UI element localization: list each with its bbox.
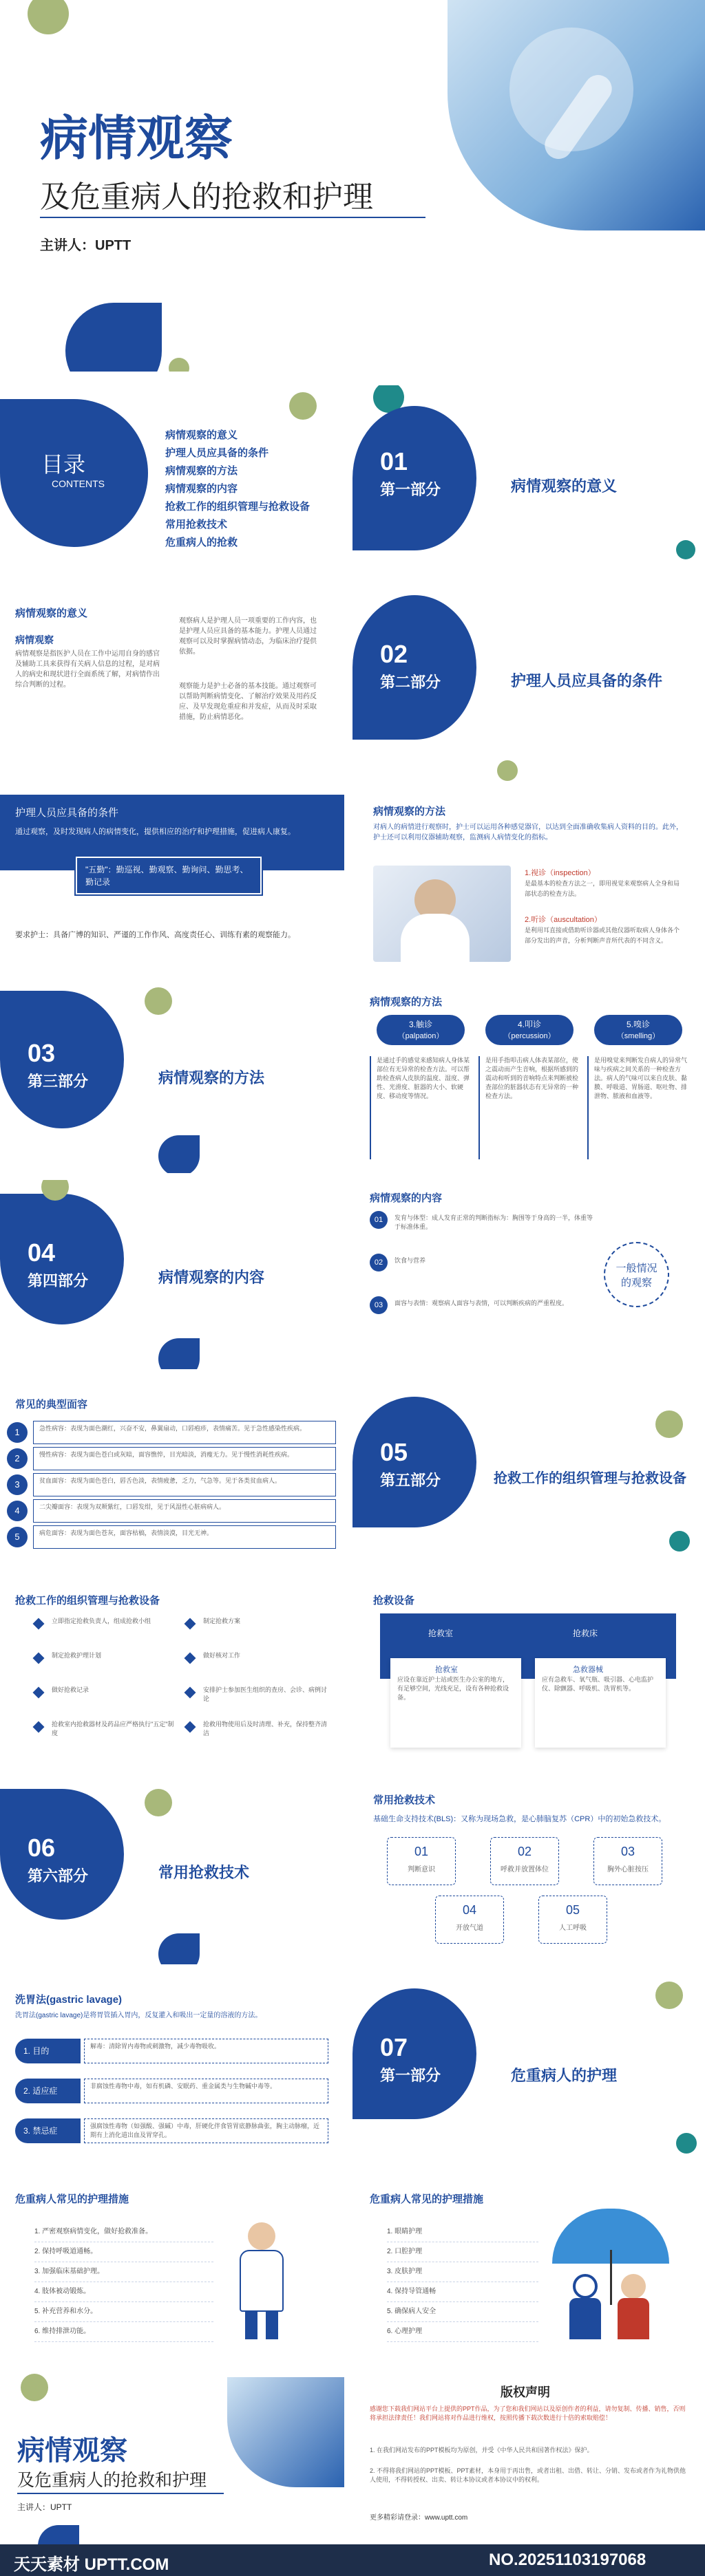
deco-blob-small (158, 1933, 200, 1964)
face-row (14, 1525, 337, 1552)
toc-label: 目录 (41, 452, 86, 477)
method-col-title: 4.叩诊 (517, 1020, 541, 1029)
toc-item[interactable]: 病情观察的内容 (165, 483, 238, 495)
equip-sub2-text: 应有急救车、氧气瓶、吸引器、心电监护仪、除颤器、呼吸机、洗胃机等。 (542, 1676, 654, 1692)
tech-num: 03 (620, 1845, 635, 1858)
tech-card[interactable] (538, 1896, 607, 1944)
org-item: 制定抢救护理计划 (52, 1652, 102, 1659)
deco-teal-2 (676, 540, 695, 559)
lavage-row (15, 2113, 332, 2153)
doctor-illustration (227, 2222, 296, 2339)
lavage-intro: 洗胃法(gastric lavage)是将胃管插入胃内，反复灌入和吸出一定量的溶液的方法。 (15, 2012, 262, 2019)
qual-five: "五勤"：勤巡视、勤观察、勤询问、勤思考、勤记录 (76, 857, 262, 894)
method-col (478, 1015, 580, 1163)
method-col-en: （smelling） (616, 1032, 660, 1040)
equip-sub1: 抢救室 (435, 1666, 458, 1674)
org-item: 抢救室内抢救器材及药品应严格执行"五定"制度 (52, 1721, 174, 1737)
method-col-title: 5.嗅诊 (626, 1020, 650, 1029)
m1-title: 1.视诊（inspection） (525, 869, 596, 877)
care2-list (387, 2222, 538, 2342)
content-row (370, 1211, 597, 1254)
section-part: 第二部分 (380, 674, 441, 691)
end-speaker: 主讲人：UPTT (17, 2502, 72, 2512)
tech-label: 判断意识 (408, 1866, 435, 1874)
slide-meaning (0, 588, 344, 784)
section-num: 03 (28, 1039, 56, 1067)
care-item: 3. 皮肤护理 (387, 2262, 538, 2282)
slide-org (0, 1576, 344, 1765)
care-item: 2. 口腔护理 (387, 2242, 538, 2262)
meaning-right-text1: 观察病人是护理人员一项重要的工作内容，也是护理人员应具备的基本能力。护理人员通过观察可以及时掌握病情动态，为临床治疗提供依据。 (179, 617, 317, 656)
method-col (587, 1015, 689, 1163)
copyright-title: 版权声明 (501, 2385, 550, 2399)
section-blob (0, 1194, 124, 1324)
section-blob (0, 1789, 124, 1920)
diamond-icon (185, 1687, 196, 1699)
slide-faces (0, 1376, 344, 1565)
end-subtitle: 及危重病人的抢救和护理 (17, 2471, 207, 2490)
diamond-icon (33, 1618, 45, 1630)
slide-section6 (0, 1775, 344, 1964)
section-num: 04 (28, 1238, 56, 1267)
care-item: 4. 保持导管通畅 (387, 2282, 538, 2302)
face-text: 慢性病容：表现为面色苍白或灰暗，面容憔悴，目光暗淡，消瘦无力。见于慢性消耗性疾病。 (33, 1447, 336, 1470)
section-title: 病情观察的方法 (158, 1069, 265, 1086)
lavage-row (15, 2033, 332, 2073)
m2-title: 2.听诊（auscultation） (525, 916, 602, 924)
toc-list (165, 427, 310, 552)
slide-equip (352, 1576, 705, 1765)
slide-end (0, 2370, 344, 2544)
cover-rule (40, 217, 425, 218)
care-item: 4. 肢体被动锻炼。 (34, 2282, 213, 2302)
deco-blob-bottom (65, 303, 162, 372)
section-title: 常用抢救技术 (158, 1864, 250, 1881)
method1-text: 对病人的病情进行观察时，护士可以运用各种感觉器官，以达到全面准确收集病人资料的目的。此外，护士还可以利用仪器辅助观察，监测病人病情变化的指标。 (373, 824, 683, 841)
content-row (370, 1296, 597, 1339)
section-title: 抢救工作的组织管理与抢救设备 (494, 1471, 686, 1486)
care-item: 6. 心理护理 (387, 2322, 538, 2342)
lavage-label: 1. 目的 (15, 2039, 81, 2063)
face-row (14, 1447, 337, 1473)
section-part: 第五部分 (380, 1472, 441, 1489)
slide-content (352, 1180, 705, 1369)
section-part: 第三部分 (28, 1073, 89, 1090)
qual-line1: 通过观察，及时发现病人的病情变化，提供相应的治疗和护理措施，促进病人康复。 (15, 828, 295, 836)
slide-cover (0, 0, 705, 372)
deco-olive (28, 0, 69, 34)
slide-section1 (352, 385, 705, 575)
divider (370, 1056, 371, 1159)
method2-heading: 病情观察的方法 (370, 996, 443, 1008)
footer-bar (0, 2544, 705, 2576)
lavage-label: 2. 适应症 (15, 2079, 81, 2103)
org-heading: 抢救工作的组织管理与抢救设备 (15, 1595, 160, 1607)
care-item: 5. 补充营养和水分。 (34, 2302, 213, 2322)
deco-olive (655, 1410, 683, 1438)
slide-care1 (0, 2174, 344, 2360)
copyright-more[interactable]: 更多精彩请登录：www.uptt.com (370, 2514, 468, 2522)
content-row (370, 1254, 597, 1296)
content-text: 面容与表情：观察病人面容与表情，可以判断疾病的严重程度。 (394, 1300, 569, 1307)
deco-olive (289, 392, 317, 420)
care-item: 6. 维持排泄功能。 (34, 2322, 213, 2342)
section-num: 02 (380, 640, 408, 668)
face-text: 二尖瓣面容：表现为双颊紫红，口唇发绀，见于风湿性心脏病病人。 (33, 1499, 336, 1523)
care-item: 1. 严密观察病情变化，做好抢救准备。 (34, 2222, 213, 2242)
deco-teal (669, 1531, 690, 1552)
slide-lavage (0, 1975, 344, 2164)
method-col-pill (377, 1015, 465, 1045)
face-row (14, 1473, 337, 1499)
section-blob (352, 1397, 476, 1527)
equip-tab1: 抢救室 (428, 1629, 454, 1638)
diamond-icon (185, 1618, 196, 1630)
deco-olive (497, 760, 518, 781)
section-blob (352, 595, 476, 740)
toc-label-en: CONTENTS (52, 478, 105, 489)
lavage-row (15, 2073, 332, 2113)
copyright-p3: 2. 不得将我们网站的PPT模板、PPT素材，本身用于再出售，或者出租、出借、转让、分销、发布或者作为礼物供他人使用，不得转授权、出卖、转让本协议或者本协议中的权利。 (370, 2467, 686, 2483)
method2-cols (370, 1015, 693, 1166)
divider (587, 1056, 589, 1159)
lavage-text: 强腐蚀性毒物（如强酸、强碱）中毒，肝硬化伴食管胃底静脉曲张，胸主动脉瘤，近期有上消化道出血及胃穿孔。 (84, 2118, 328, 2143)
section-title: 病情观察的意义 (511, 477, 618, 495)
tech-num: 04 (462, 1903, 477, 1917)
end-rule (17, 2493, 224, 2494)
equip-sub1-text: 应设在靠近护士站或医生办公室的地方，有足够空间，光线充足，设有各种抢救设备。 (397, 1676, 509, 1701)
section-title: 病情观察的内容 (158, 1269, 265, 1286)
end-title: 病情观察 (17, 2436, 127, 2466)
qual-req: 要求护士：具备广博的知识、严谨的工作作风、高度责任心、训练有素的观察能力。 (15, 931, 295, 939)
slide-toc (0, 385, 344, 575)
section-part: 第一部分 (380, 2067, 441, 2084)
qual-heading: 护理人员应具备的条件 (15, 807, 119, 819)
diamond-icon (185, 1653, 196, 1664)
diamond-icon (185, 1721, 196, 1733)
slide-section4 (0, 1180, 344, 1369)
method-col-text: 是用手指叩击病人体表某部位，使之震动而产生音响，根据所感到的震动和听到的音响特点来判断被检查部位的脏器状态有无异常的一种检查方法。 (485, 1057, 579, 1099)
content-side: 一般情况的观察 (604, 1242, 669, 1307)
face-num: 5 (7, 1527, 28, 1547)
lavage-label: 3. 禁忌症 (15, 2118, 81, 2143)
method-col-en: （palpation） (397, 1032, 444, 1040)
copyright-p1: 感谢您下载我们网站平台上提供的PPT作品，为了您和我们网站以及原创作者的利益，请勿复制、传播、销售，否则将承担法律责任！我们网站将对作品进行维权，按照传播下载次数进行十倍的索取赔偿！ (370, 2405, 686, 2421)
tech-label: 呼救并放置体位 (501, 1866, 549, 1874)
method-col-en: （percussion） (503, 1032, 556, 1040)
content-text: 饮食与营养 (394, 1257, 426, 1264)
method-col-pill (594, 1015, 682, 1045)
org-item: 制定抢救方案 (203, 1618, 241, 1624)
care-item: 2. 保持呼吸道通畅。 (34, 2242, 213, 2262)
content-heading: 病情观察的内容 (370, 1192, 443, 1204)
section-num: 06 (28, 1834, 56, 1862)
toc-item[interactable]: 病情观察的意义 (165, 429, 238, 441)
copyright-p2: 1. 在我们网站发布的PPT模板均为原创，并受《中华人民共和国著作权法》保护。 (370, 2447, 593, 2454)
method1-heading: 病情观察的方法 (373, 806, 446, 817)
toc-item[interactable]: 危重病人的抢救 (165, 537, 238, 548)
faces-list (14, 1421, 337, 1552)
section-num: 01 (380, 447, 408, 475)
deco-olive-small (169, 358, 189, 372)
method-col (370, 1015, 472, 1163)
method-col-text: 是通过手的感觉来感知病人身体某部位有无异常的检查方法。可以帮助检查病人皮肤的温度、湿度、弹性、光滑度、脏器的大小、软硬度、移动度等情况。 (377, 1057, 470, 1099)
end-photo (227, 2377, 344, 2487)
tech-heading: 常用抢救技术 (373, 1794, 436, 1806)
content-num: 02 (370, 1254, 388, 1271)
slide-section5 (352, 1376, 705, 1565)
method1-photo (373, 866, 511, 962)
section-title: 危重病人的护理 (511, 2067, 618, 2084)
equip-sub2: 急救器械 (573, 1666, 603, 1674)
tech-label: 开放气道 (456, 1924, 483, 1932)
org-item: 做好核对工作 (203, 1652, 241, 1659)
face-num: 4 (7, 1501, 28, 1521)
tech-card[interactable] (593, 1837, 662, 1885)
method-col-text: 是用嗅觉来判断发自病人的异常气味与疾病之间关系的一种检查方法。病人的气味可以来自皮肤、黏膜、呼吸道、胃肠道、呕吐物、排泄物、脓液和血液等。 (594, 1057, 688, 1099)
footer-left[interactable]: 天天素材 UPTT.COM (14, 2555, 169, 2574)
slide-care2 (352, 2174, 705, 2360)
section-part: 第一部分 (380, 481, 441, 498)
cover-speaker: 主讲人：UPTT (40, 238, 131, 253)
content-num: 01 (370, 1211, 388, 1229)
face-num: 1 (7, 1422, 28, 1443)
toc-item[interactable]: 病情观察的方法 (165, 465, 238, 477)
slide-qual (0, 791, 344, 977)
content-text: 发育与体型：成人发育正常的判断指标为：胸围等于身高的一半，体重等于标准体重。 (394, 1214, 593, 1230)
care1-list (34, 2222, 213, 2342)
deco-blob-small (158, 1338, 200, 1369)
section-blob (0, 991, 124, 1128)
m2-text: 是利用耳直接或借助听诊器或其他仪器听取病人身体各个部分发出的声音，分析判断声音所代表的不同含义。 (525, 927, 680, 944)
face-row (14, 1499, 337, 1525)
section-part: 第六部分 (28, 1867, 89, 1885)
face-text: 急性病容：表现为面色潮红，兴奋不安，鼻翼扇动，口唇疱疹，表情痛苦。见于急性感染性疾病。 (33, 1421, 336, 1444)
section-num: 07 (380, 2033, 408, 2061)
toc-item[interactable]: 护理人员应具备的条件 (165, 447, 269, 459)
care-item: 1. 眼睛护理 (387, 2222, 538, 2242)
meaning-heading: 病情观察的意义 (15, 608, 88, 619)
cover-title: 病情观察 (40, 111, 233, 165)
tech-list (352, 1775, 705, 1964)
meaning-right-text2: 观察能力是护士必备的基本技能。通过观察可以帮助判断病情变化、了解治疗效果及用药反应、及早发现危重症和并发症，从而及时采取措施，防止病情恶化。 (179, 683, 317, 721)
org-item: 安排护士参加医生组织的查房、会诊、病例讨论 (203, 1686, 328, 1702)
care1-heading: 危重病人常见的护理措施 (15, 2193, 129, 2205)
section-title: 护理人员应具备的条件 (511, 672, 663, 689)
slide-section7 (352, 1975, 705, 2164)
cover-subtitle: 及危重病人的抢救和护理 (40, 180, 373, 214)
cover-photo (448, 0, 705, 230)
diamond-icon (33, 1687, 45, 1699)
diamond-icon (33, 1721, 45, 1733)
toc-item[interactable]: 抢救工作的组织管理与抢救设备 (165, 501, 311, 513)
slide-method1 (352, 791, 705, 977)
tech-intro: 基础生命支持技术(BLS)：又称为现场急救，是心肺脑复苏（CPR）中的初始急救技术。 (373, 1815, 666, 1823)
section-blob (352, 1988, 476, 2119)
lavage-text: 非腐蚀性毒物中毒，如有机磷、安眠药、重金属类与生物碱中毒等。 (84, 2079, 328, 2103)
equip-tab2: 抢救床 (573, 1629, 598, 1638)
meaning-sub: 病情观察 (15, 634, 54, 645)
care2-heading: 危重病人常见的护理措施 (370, 2193, 484, 2205)
face-text: 贫血面容：表现为面色苍白，唇舌色淡，表情疲惫，乏力，气急等。见于各类贫血病人。 (33, 1473, 336, 1496)
tech-label: 胸外心脏按压 (607, 1866, 649, 1874)
face-num: 3 (7, 1474, 28, 1495)
face-num: 2 (7, 1448, 28, 1469)
diamond-icon (33, 1653, 45, 1664)
lavage-list (15, 2033, 332, 2153)
section-num: 05 (380, 1438, 408, 1466)
tech-num: 05 (565, 1903, 580, 1917)
slide-method2 (352, 984, 705, 1173)
tech-card[interactable] (387, 1837, 456, 1885)
faces-heading: 常见的典型面容 (15, 1399, 88, 1410)
tech-card[interactable] (435, 1896, 504, 1944)
method-col-pill (485, 1015, 574, 1045)
equip-heading: 抢救设备 (373, 1595, 415, 1607)
divider (478, 1056, 480, 1159)
care-item: 5. 确保病人安全 (387, 2302, 538, 2322)
m1-text: 是最基本的检查方法之一，即用视觉来观察病人全身和局部状态的检查方法。 (525, 880, 680, 897)
section-part: 第四部分 (28, 1272, 89, 1289)
org-item: 做好抢救记录 (52, 1686, 90, 1693)
meaning-left-text: 病情观察是指医护人员在工作中运用自身的感官及辅助工具来获得有关病人信息的过程，是对病人的病史和现状进行全面系统了解，对病情作出综合判断的过程。 (15, 650, 160, 689)
content-list (370, 1211, 597, 1339)
org-item: 立即指定抢救负责人，组成抢救小组 (52, 1618, 151, 1624)
toc-item[interactable]: 常用抢救技术 (165, 519, 228, 530)
umbrella-illustration (552, 2209, 690, 2346)
face-text: 病危面容：表现为面色苍灰，面容枯槁，表情淡漠，目光无神。 (33, 1525, 336, 1549)
slide-section2 (352, 588, 705, 784)
tech-num: 02 (517, 1845, 532, 1858)
tech-card[interactable] (490, 1837, 559, 1885)
slide-tech (352, 1775, 705, 1964)
deco-olive (655, 1982, 683, 2009)
deco-teal (676, 2133, 697, 2154)
org-list (34, 1617, 337, 1761)
face-row (14, 1421, 337, 1447)
slide-section3 (0, 984, 344, 1173)
org-item: 抢救用物使用后及时清理、补充，保持整齐清洁 (203, 1721, 328, 1737)
tech-label: 人工呼吸 (559, 1924, 587, 1932)
footer-right: NO.20251103197068 (489, 2551, 646, 2569)
method-col-title: 3.触诊 (408, 1020, 432, 1029)
deco-olive (145, 987, 172, 1015)
lavage-heading: 洗胃法(gastric lavage) (15, 1994, 123, 2006)
content-num: 03 (370, 1296, 388, 1314)
slide-copyright (352, 2370, 705, 2544)
care-item: 3. 加强临床基础护理。 (34, 2262, 213, 2282)
deco-olive (21, 2374, 48, 2401)
deco-olive (145, 1789, 172, 1816)
lavage-text: 解毒：清除胃内毒物或刺激物，减少毒物吸收。 (84, 2039, 328, 2063)
deco-blob-small (158, 1135, 200, 1173)
deco-blob-bottom (38, 2525, 79, 2544)
tech-num: 01 (414, 1845, 429, 1858)
